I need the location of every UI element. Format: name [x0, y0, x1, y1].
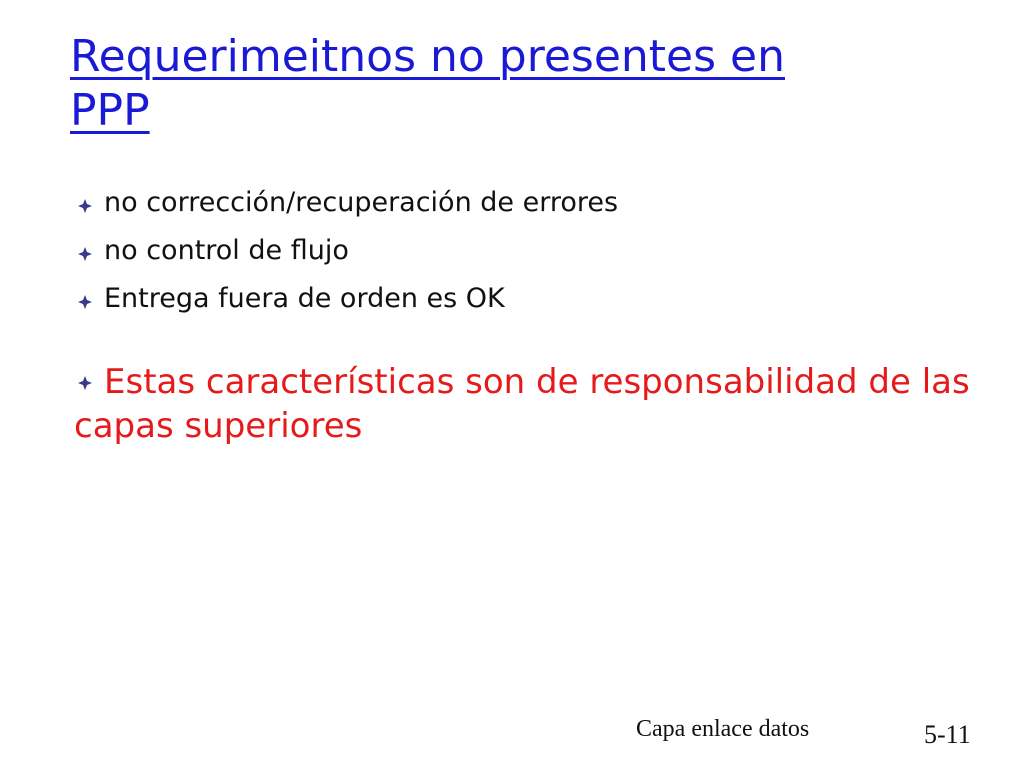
- bullet-item-1: [74, 186, 974, 220]
- diamond-bullet-icon: [78, 376, 92, 390]
- footer-title: Capa enlace datos: [636, 716, 810, 742]
- bullet-item-3: [74, 282, 974, 316]
- diamond-bullet-icon: [78, 199, 92, 213]
- bullet-text-2: no control de flujo: [104, 235, 349, 266]
- slide-title-line-2: PPP: [70, 85, 150, 136]
- bullet-item-highlight: [74, 360, 974, 448]
- bullet-text-3: Entrega fuera de orden es OK: [104, 283, 505, 314]
- diamond-bullet-icon: [78, 295, 92, 309]
- diamond-bullet-icon: [78, 247, 92, 261]
- highlight-text: Estas características son de responsabilidad de las capas superiores: [74, 362, 970, 446]
- page-number: 5-11: [924, 720, 971, 749]
- bullet-item-2: [74, 234, 974, 268]
- bullet-text-1: no corrección/recuperación de errores: [104, 187, 619, 218]
- slide-title: [70, 30, 870, 138]
- bullet-list: [74, 186, 974, 462]
- slide-title-line-1: Requerimeitnos no presentes en: [70, 31, 785, 82]
